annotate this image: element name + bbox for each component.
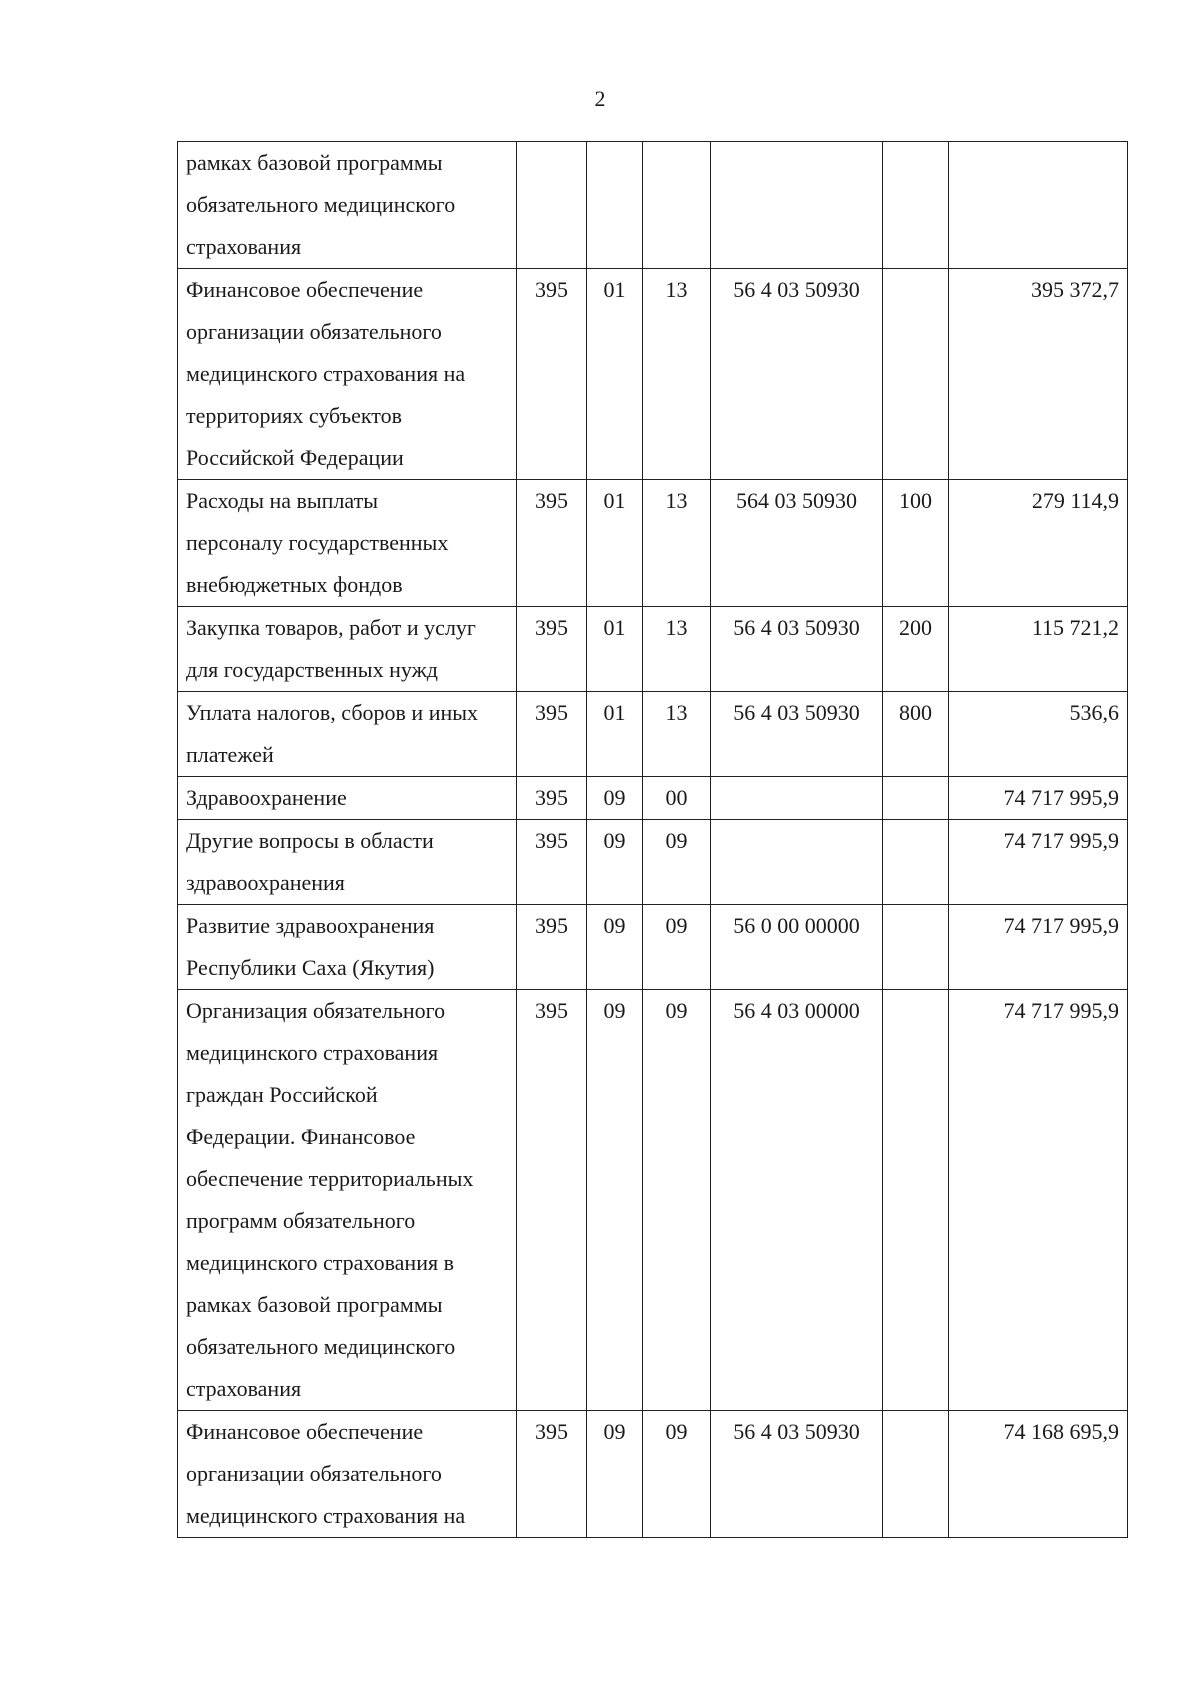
budget-table-body bbox=[178, 142, 1128, 1538]
row-name-line: Уплата налогов, сборов и иных bbox=[186, 700, 479, 725]
row-name-line: рамках базовой программы bbox=[186, 150, 443, 175]
target-article-cell: 56 4 03 50930 bbox=[711, 269, 883, 480]
expense-type-cell bbox=[883, 1411, 949, 1538]
amount-cell: 74 168 695,9 bbox=[949, 1411, 1128, 1538]
row-name-line: Республики Саха (Якутия) bbox=[186, 955, 435, 980]
subsection-code-cell bbox=[643, 142, 711, 269]
row-name-line: территориях субъектов bbox=[186, 403, 402, 428]
grbs-code-cell: 395 bbox=[517, 1411, 587, 1538]
row-name-line: Развитие здравоохранения bbox=[186, 913, 435, 938]
table-row bbox=[178, 820, 1128, 905]
row-name-line: медицинского страхования в bbox=[186, 1250, 454, 1275]
row-name-cell bbox=[178, 990, 517, 1411]
target-article-cell: 56 4 03 50930 bbox=[711, 692, 883, 777]
row-name-line: медицинского страхования на bbox=[186, 1503, 466, 1528]
row-name-cell bbox=[178, 269, 517, 480]
row-name-line: Закупка товаров, работ и услуг bbox=[186, 615, 476, 640]
row-name-cell bbox=[178, 692, 517, 777]
grbs-code-cell: 395 bbox=[517, 777, 587, 820]
grbs-code-cell: 395 bbox=[517, 990, 587, 1411]
row-name-line: Финансовое обеспечение bbox=[186, 277, 424, 302]
row-name-line: рамках базовой программы bbox=[186, 1292, 443, 1317]
target-article-cell bbox=[711, 820, 883, 905]
subsection-code-cell: 13 bbox=[643, 692, 711, 777]
row-name-line: обязательного медицинского bbox=[186, 192, 456, 217]
budget-table bbox=[177, 141, 1128, 1538]
expense-type-cell: 100 bbox=[883, 480, 949, 607]
section-code-cell: 01 bbox=[587, 269, 643, 480]
section-code-cell: 01 bbox=[587, 480, 643, 607]
row-name-line: Организация обязательного bbox=[186, 998, 446, 1023]
expense-type-cell bbox=[883, 990, 949, 1411]
amount-cell: 115 721,2 bbox=[949, 607, 1128, 692]
row-name-line: медицинского страхования bbox=[186, 1040, 439, 1065]
amount-cell: 395 372,7 bbox=[949, 269, 1128, 480]
amount-cell bbox=[949, 142, 1128, 269]
subsection-code-cell: 13 bbox=[643, 480, 711, 607]
row-name-cell bbox=[178, 607, 517, 692]
grbs-code-cell: 395 bbox=[517, 692, 587, 777]
target-article-cell: 56 0 00 00000 bbox=[711, 905, 883, 990]
subsection-code-cell: 13 bbox=[643, 607, 711, 692]
section-code-cell: 01 bbox=[587, 607, 643, 692]
subsection-code-cell: 09 bbox=[643, 820, 711, 905]
row-name-line: для государственных нужд bbox=[186, 657, 438, 682]
row-name-line: Российской Федерации bbox=[186, 445, 404, 470]
row-name-cell bbox=[178, 1411, 517, 1538]
row-name-line: граждан Российской bbox=[186, 1082, 378, 1107]
section-code-cell bbox=[587, 142, 643, 269]
table-row bbox=[178, 1411, 1128, 1538]
row-name-line: Федерации. Финансовое bbox=[186, 1124, 416, 1149]
row-name-cell bbox=[178, 142, 517, 269]
row-name-line: организации обязательного bbox=[186, 1461, 442, 1486]
row-name-line: страхования bbox=[186, 1376, 302, 1401]
row-name-line: Здравоохранение bbox=[186, 785, 347, 810]
expense-type-cell bbox=[883, 777, 949, 820]
target-article-cell: 564 03 50930 bbox=[711, 480, 883, 607]
table-row bbox=[178, 905, 1128, 990]
subsection-code-cell: 09 bbox=[643, 990, 711, 1411]
grbs-code-cell: 395 bbox=[517, 607, 587, 692]
target-article-cell: 56 4 03 50930 bbox=[711, 1411, 883, 1538]
row-name-line: Финансовое обеспечение bbox=[186, 1419, 424, 1444]
grbs-code-cell: 395 bbox=[517, 905, 587, 990]
row-name-line: программ обязательного bbox=[186, 1208, 416, 1233]
amount-cell: 74 717 995,9 bbox=[949, 820, 1128, 905]
row-name-line: Расходы на выплаты bbox=[186, 488, 379, 513]
subsection-code-cell: 00 bbox=[643, 777, 711, 820]
row-name-line: внебюджетных фондов bbox=[186, 572, 403, 597]
row-name-cell bbox=[178, 905, 517, 990]
grbs-code-cell: 395 bbox=[517, 269, 587, 480]
subsection-code-cell: 09 bbox=[643, 1411, 711, 1538]
table-row bbox=[178, 692, 1128, 777]
row-name-line: здравоохранения bbox=[186, 870, 345, 895]
subsection-code-cell: 13 bbox=[643, 269, 711, 480]
row-name-cell bbox=[178, 480, 517, 607]
amount-cell: 74 717 995,9 bbox=[949, 905, 1128, 990]
table-row bbox=[178, 607, 1128, 692]
amount-cell: 74 717 995,9 bbox=[949, 990, 1128, 1411]
row-name-cell bbox=[178, 820, 517, 905]
table-row bbox=[178, 142, 1128, 269]
row-name-line: обязательного медицинского bbox=[186, 1334, 456, 1359]
target-article-cell bbox=[711, 142, 883, 269]
grbs-code-cell: 395 bbox=[517, 480, 587, 607]
grbs-code-cell: 395 bbox=[517, 820, 587, 905]
expense-type-cell: 200 bbox=[883, 607, 949, 692]
expense-type-cell bbox=[883, 269, 949, 480]
expense-type-cell bbox=[883, 905, 949, 990]
amount-cell: 536,6 bbox=[949, 692, 1128, 777]
row-name-line: медицинского страхования на bbox=[186, 361, 466, 386]
section-code-cell: 01 bbox=[587, 692, 643, 777]
grbs-code-cell bbox=[517, 142, 587, 269]
target-article-cell: 56 4 03 00000 bbox=[711, 990, 883, 1411]
target-article-cell: 56 4 03 50930 bbox=[711, 607, 883, 692]
amount-cell: 74 717 995,9 bbox=[949, 777, 1128, 820]
table-row bbox=[178, 480, 1128, 607]
section-code-cell: 09 bbox=[587, 990, 643, 1411]
expense-type-cell: 800 bbox=[883, 692, 949, 777]
page-number: 2 bbox=[594, 86, 606, 111]
section-code-cell: 09 bbox=[587, 820, 643, 905]
target-article-cell bbox=[711, 777, 883, 820]
section-code-cell: 09 bbox=[587, 905, 643, 990]
row-name-line: платежей bbox=[186, 742, 274, 767]
row-name-line: персоналу государственных bbox=[186, 530, 449, 555]
expense-type-cell bbox=[883, 820, 949, 905]
section-code-cell: 09 bbox=[587, 1411, 643, 1538]
table-row bbox=[178, 269, 1128, 480]
row-name-line: страхования bbox=[186, 234, 302, 259]
table-row bbox=[178, 990, 1128, 1411]
table-row bbox=[178, 777, 1128, 820]
row-name-line: организации обязательного bbox=[186, 319, 442, 344]
amount-cell: 279 114,9 bbox=[949, 480, 1128, 607]
subsection-code-cell: 09 bbox=[643, 905, 711, 990]
row-name-line: обеспечение территориальных bbox=[186, 1166, 474, 1191]
row-name-cell bbox=[178, 777, 517, 820]
section-code-cell: 09 bbox=[587, 777, 643, 820]
expense-type-cell bbox=[883, 142, 949, 269]
row-name-line: Другие вопросы в области bbox=[186, 828, 434, 853]
